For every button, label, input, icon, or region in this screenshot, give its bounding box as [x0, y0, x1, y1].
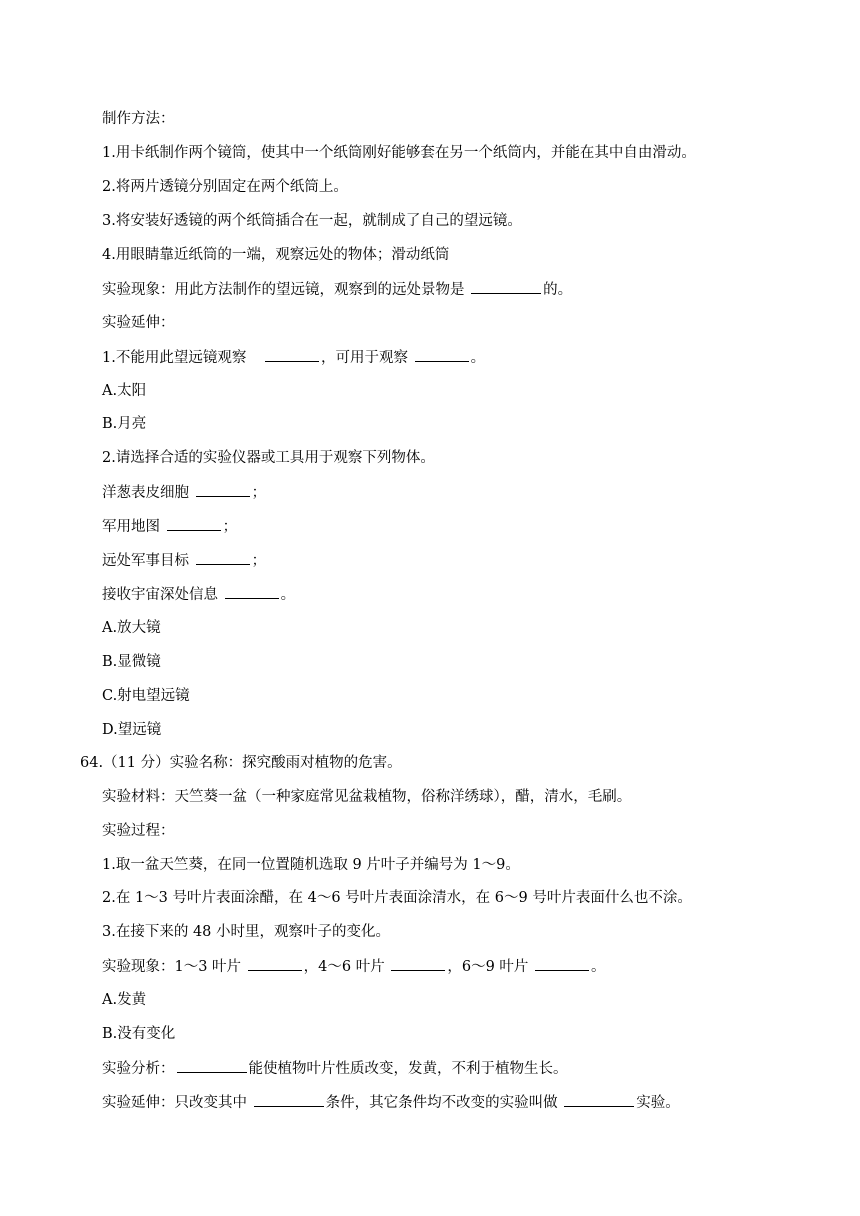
answer-blank[interactable]: [535, 956, 589, 971]
item-space-info: [102, 584, 295, 605]
text: ，可用于观察: [320, 350, 408, 366]
text: 军用地图: [102, 519, 160, 535]
text: 1.用卡纸制作两个镜筒，使其中一个纸筒刚好能够套在另一个纸筒内，并能在其中自由滑动。: [102, 145, 696, 161]
option-a: [102, 618, 161, 638]
phenomenon-line-64: [102, 956, 606, 977]
option-a: [102, 381, 146, 401]
extension-q1: [102, 347, 485, 368]
process-step-3: [102, 922, 390, 942]
text: 实验现象：用此方法制作的望远镜，观察到的远处景物是: [102, 282, 465, 298]
text: 实验分析：: [102, 1061, 175, 1077]
process-step-1: [102, 855, 520, 875]
text: B.没有变化: [102, 1026, 176, 1042]
text: ，4～6 叶片: [303, 959, 385, 975]
answer-blank[interactable]: [415, 347, 469, 362]
text: 。: [591, 959, 606, 975]
text: A.发黄: [102, 992, 147, 1008]
process-step-2: [102, 888, 692, 908]
option-b: [102, 1024, 175, 1044]
text: 制作方法：: [102, 111, 175, 127]
text: ；: [251, 485, 267, 501]
text: 实验延伸：: [102, 315, 175, 331]
extension-q2: [102, 448, 435, 468]
text: 实验材料：天竺葵一盆（一种家庭常见盆栽植物，俗称洋绣球），醋，清水，毛刷。: [102, 789, 632, 805]
answer-blank[interactable]: [196, 482, 250, 497]
text: 1.取一盆天竺葵，在同一位置随机选取 9 片叶子并编号为 1～9。: [102, 857, 520, 873]
option-b: [102, 414, 146, 434]
heading-method: [102, 109, 175, 129]
text: 的。: [543, 282, 573, 298]
method-step-2: [102, 177, 348, 197]
answer-blank[interactable]: [248, 956, 302, 971]
answer-blank[interactable]: [177, 1058, 247, 1073]
answer-blank[interactable]: [196, 550, 250, 565]
answer-blank[interactable]: [564, 1092, 634, 1107]
text: 1.不能用此望远镜观察: [102, 350, 247, 366]
text: B.月亮: [102, 416, 147, 432]
text: ，6～9 叶片: [447, 959, 529, 975]
option-a: [102, 990, 146, 1010]
option-b: [102, 652, 161, 672]
answer-blank[interactable]: [254, 1092, 324, 1107]
text: 能使植物叶片性质改变，发黄，不利于植物生长。: [248, 1061, 568, 1077]
answer-blank[interactable]: [471, 279, 541, 294]
text: D.望远镜: [102, 722, 162, 738]
text: 3.将安装好透镜的两个纸筒插合在一起，就制成了自己的望远镜。: [102, 213, 522, 229]
option-c: [102, 686, 190, 706]
text: 2.请选择合适的实验仪器或工具用于观察下列物体。: [102, 450, 435, 466]
text: 3.在接下来的 48 小时里，观察叶子的变化。: [102, 924, 391, 940]
text: 。: [280, 587, 296, 603]
materials-line: [102, 787, 631, 807]
item-military-target: [102, 550, 266, 571]
answer-blank[interactable]: [265, 347, 319, 362]
text: 远处军事目标: [102, 553, 189, 569]
text: C.射电望远镜: [102, 688, 190, 704]
text: 实验现象：1～3 叶片: [102, 959, 242, 975]
answer-blank[interactable]: [391, 956, 445, 971]
option-d: [102, 720, 161, 740]
text: 条件，其它条件均不改变的实验叫做: [325, 1095, 558, 1111]
item-military-map: [102, 516, 237, 537]
answer-blank[interactable]: [167, 516, 221, 531]
text: 2.将两片透镜分别固定在两个纸筒上。: [102, 179, 348, 195]
answer-blank[interactable]: [225, 584, 279, 599]
text: 实验过程：: [102, 823, 175, 839]
method-step-4: [102, 245, 449, 265]
text: A.放大镜: [102, 620, 161, 636]
text: 2.在 1～3 号叶片表面涂醋，在 4～6 号叶片表面涂清水，在 6～9 号叶片表面什么也不涂。: [102, 890, 692, 906]
text: 4.用眼睛靠近纸筒的一端，观察远处的物体；滑动纸筒: [102, 247, 450, 263]
extension-line-64: [102, 1092, 680, 1113]
analysis-line: [102, 1058, 568, 1079]
text: ；: [222, 519, 238, 535]
phenomenon-line: [102, 279, 572, 300]
heading-process: [102, 821, 175, 841]
text: 。: [470, 350, 486, 366]
text: 实验。: [636, 1095, 680, 1111]
text: 64.（11 分）实验名称：探究酸雨对植物的危害。: [80, 755, 402, 771]
text: 接收宇宙深处信息: [102, 587, 218, 603]
text: A.太阳: [102, 383, 147, 399]
method-step-1: [102, 143, 696, 163]
heading-extension: [102, 313, 175, 333]
text: 实验延伸：只改变其中: [102, 1095, 247, 1111]
text: B.显微镜: [102, 654, 161, 670]
method-step-3: [102, 211, 522, 231]
text: ；: [251, 553, 267, 569]
item-onion-cell: [102, 482, 266, 503]
question-64-title: [80, 753, 402, 773]
text: 洋葱表皮细胞: [102, 485, 189, 501]
